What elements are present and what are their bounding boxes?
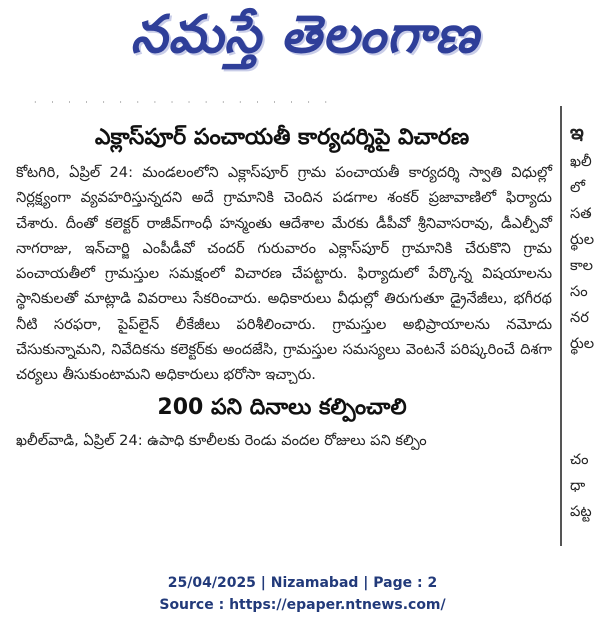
right-article-lower-line: పట్ట [570,503,592,520]
masthead [0,0,605,92]
right-article-lower-lines [570,447,605,525]
right-article-column [570,102,605,560]
newspaper-logo: నమస్తే తెలంగాణ [130,4,480,65]
main-article-column [8,106,556,560]
right-article-line: నర [570,309,589,326]
cropped-top-line-decoration: · · · · · · · · · · · · · · · · · · [34,98,334,104]
article-headline: ఎక్లాస్‌పూర్ పంచాయతీ కార్యదర్శిపై విచారణ [94,125,470,150]
second-article-lead: ఖలీల్‌వాడి, ఏప్రిల్ 24: ఉపాధి కూలీలకు రెండు వందల రోజులు పని కల్పిం [16,431,427,449]
right-article-headline: ఇ [570,120,584,144]
right-article-line: సత [570,205,592,222]
right-article-lines [570,149,605,357]
right-article-line: ఖలీ [570,153,592,170]
footer-date-line: 25/04/2025 | Nizamabad | Page : 2 [167,575,438,591]
right-article-line: ర్థుల [570,335,595,352]
column-divider [560,106,562,546]
footer-source-line: Source : https://epaper.ntnews.com/ [159,597,446,613]
right-article-line: ర్థుల [570,231,595,248]
second-article-headline: 200 పని దినాలు కల్పించాలి [157,394,407,420]
footer [0,560,605,635]
right-article-line: లో [570,179,586,196]
right-article-line: సం [570,283,588,300]
newspaper-clipping [0,92,605,560]
article-body: కోటగిరి, ఏప్రిల్ 24: మండలంలోని ఎక్లాస్‌పూర్ గ్రామ పంచాయతీ కార్యదర్శి స్వాతి విధుల్లో నిర్లక్ష్యంగా వ్యవహరిస్తున్నదని అదే గ్రామానికి చెందిన పడగాల శంకర్ ప్రజావాణిలో ఫిర్యాదు చేశారు. దీంతో కలెక్టర్ రాజీవ్‌గాంధీ హన్మంతు ఆదేశాల మేరకు డీపీవో శ్రీనివాసరావు, డీఎల్పీవో నాగరాజు, ఇన్‌చార్జి ఎంపీడీవో చందర్ గురువారం ఎక్లాస్‌పూర్ గ్రామానికి చేరుకొని గ్రామ పంచాయతీలో గ్రామస్తుల సమక్షంలో విచారణ చేపట్టారు. ఫిర్యాదులో పేర్కొన్న విషయాలను స్థానికులతో మాట్లాడి వివరాలు సేకరించారు. అధికారులు వీధుల్లో తిరుగుతూ డ్రైనేజీలు, భగీరథ నీటి సరఫరా, పైప్‌లైన్ లీకేజీలు పరిశీలించారు. గ్రామస్తుల అభిప్రాయాలను నమోదు చేసుకున్నామని, నివేదికను కలెక్టర్‌కు అందజేసి, గ్రామస్తుల సమస్యలు వెంటనే పరిష్కరించే దిశగా చర్యలు తీసుకుంటామని అధికారులు భరోసా ఇచ్చారు. [16,164,552,384]
right-article-lower-line: చం [570,451,589,468]
right-article-lower-line: ధా [570,477,586,494]
right-article-line: కాల [570,257,593,274]
